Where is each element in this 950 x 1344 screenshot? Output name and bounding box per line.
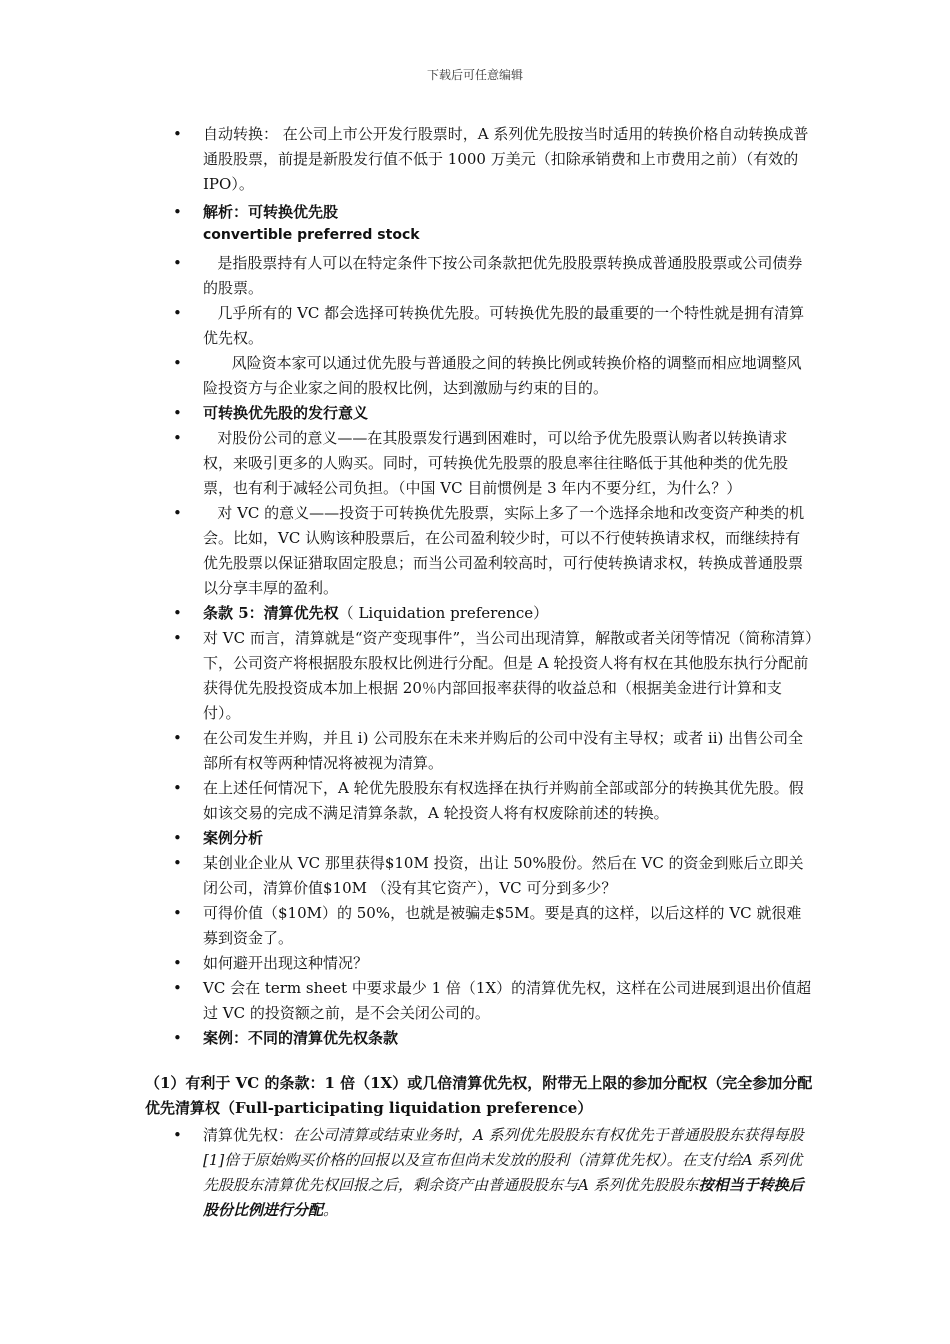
bullet: • [173,604,182,622]
section-title: 案例分析 [203,829,264,847]
list-item [145,201,813,247]
section-title: 条款 5：清算优先权 [203,604,339,622]
bullet: • [173,354,182,372]
bullet: • [173,979,182,997]
item-text: 对 VC 而言，清算就是“资产变现事件”，当公司出现清算，解散或者关闭等情况（简称清算）下，公司资产将根据股东股权比例进行分配。但是 A 轮投资人将有权在其他股东执行分配前获得优先股投资成本加上根据 20％内部回报率获得的收益总和（根据美金进行计算和支付）。 [203,629,813,722]
list-item [145,726,813,776]
section-title: 案例：不同的清算优先权条款 [203,1029,399,1047]
list-item [145,426,813,501]
section-title: 可转换优先股的发行意义 [203,404,369,422]
bullet: • [173,1029,182,1047]
list-item [145,301,813,351]
item-text: 几乎所有的 VC 都会选择可转换优先股。可转换优先股的最重要的一个特性就是拥有清算优先权。 [203,304,805,347]
item-bold-italic-text: 按相当于转换后股份比例进行分配 [203,1176,804,1219]
bullet: • [173,429,182,447]
list-item [145,776,813,826]
item-text: 对股份公司的意义——在其股票发行遇到困难时，可以给予优先股票认购者以转换请求权，来吸引更多的人购买。同时，可转换优先股票的股息率往往略低于其他种类的优先股票，也有利于减轻公司负担。（中国 VC 目前惯例是 3 年内不要分红，为什么？） [203,429,789,497]
item-end: 。 [323,1201,339,1219]
item-text: 是指股票持有人可以在特定条件下按公司条款把优先股股票转换成普通股股票或公司债券的股票。 [203,254,803,297]
bullet: • [173,904,182,922]
item-text: 风险资本家可以通过优先股与普通股之间的转换比例或转换价格的调整而相应地调整风险投资方与企业家之间的股权比例，达到激励与约束的目的。 [203,354,802,397]
item-italic-text: 在公司清算或结束业务时，A 系列优先股股东有权优先于普通股股东获得每股[1]倍于原始购买价格的回报以及宣布但尚未发放的股利（清算优先权）。在支付给A 系列优先股股东清算优先权回报之后，剩余资产由普通股股东与A 系列优先股股东 [203,1126,804,1194]
clause-heading: （1）有利于 VC 的条款：1 倍（1X）或几倍清算优先权，附带无上限的参加分配权（完全参加分配优先清算权（Full-participating liquidation preference） [145,1074,813,1117]
bullet: • [173,504,182,522]
list-item [145,1123,813,1223]
list-item [145,851,813,901]
bullet: • [173,125,182,143]
bullet: • [173,404,182,422]
list-item [145,122,813,197]
bullet: • [173,954,182,972]
list-item [145,951,813,976]
list-item [145,601,813,626]
document-body [145,122,813,1051]
item-text: 自动转换： 在公司上市公开发行股票时，A 系列优先股按当时适用的转换价格自动转换成普通股股票，前提是新股发行值不低于 1000 万美元（扣除承销费和上市费用之前）（有效的 IPO）。 [203,125,809,193]
item-text: 在上述任何情况下，A 轮优先股股东有权选择在执行并购前全部或部分的转换其优先股。假如该交易的完成不满足清算条款，A 轮投资人将有权废除前述的转换。 [203,779,804,822]
page-header: 下载后可任意编辑 [426,68,523,82]
list-item [145,1026,813,1051]
item-text: 可得价值（$10M）的 50%，也就是被骗走$5M。要是真的这样，以后这样的 VC 就很难募到资金了。 [203,904,802,947]
item-text: 如何避开出现这种情况？ [203,954,369,972]
item-text: VC 会在 term sheet 中要求最少 1 倍（1X）的清算优先权，这样在公司进展到退出价值超过 VC 的投资额之前，是不会关闭公司的。 [203,979,812,1022]
list-item [145,826,813,851]
list-item [145,626,813,726]
item-text: 某创业企业从 VC 那里获得$10M 投资，出让 50%股份。然后在 VC 的资金到账后立即关闭公司，清算价值$10M （没有其它资产），VC 可分到多少？ [203,854,804,897]
bullet: • [173,729,182,747]
section-title-en: （ Liquidation preference） [338,604,549,622]
bullet: • [173,254,182,272]
item-label: 清算优先权： [203,1126,294,1144]
bullet: • [173,203,182,221]
bullet: • [173,779,182,797]
section-title: 解析：可转换优先股 [203,203,339,221]
list-item [145,501,813,601]
item-text: 对 VC 的意义——投资于可转换优先股票，实际上多了一个选择余地和改变资产种类的机会。比如，VC 认购该种股票后，在公司盈利较少时，可以不行使转换请求权，而继续持有优先股票以保证猎取固定股息；而当公司盈利较高时，可行使转换请求权，转换成普通股票以分享丰厚的盈利。 [203,504,805,597]
list-item [145,401,813,426]
item-text: 在公司发生并购，并且 i) 公司股东在未来并购后的公司中没有主导权；或者 ii) 出售公司全部所有权等两种情况将被视为清算。 [203,729,804,772]
bullet: • [173,629,182,647]
heading-block [145,1071,813,1223]
section-subtitle: convertible preferred stock [203,227,420,243]
list-item [145,351,813,401]
list-item [145,251,813,301]
bullet: • [173,829,182,847]
bullet: • [173,304,182,322]
list-item [145,901,813,951]
list-item [145,976,813,1026]
bullet: • [173,854,182,872]
bullet: • [173,1126,182,1144]
